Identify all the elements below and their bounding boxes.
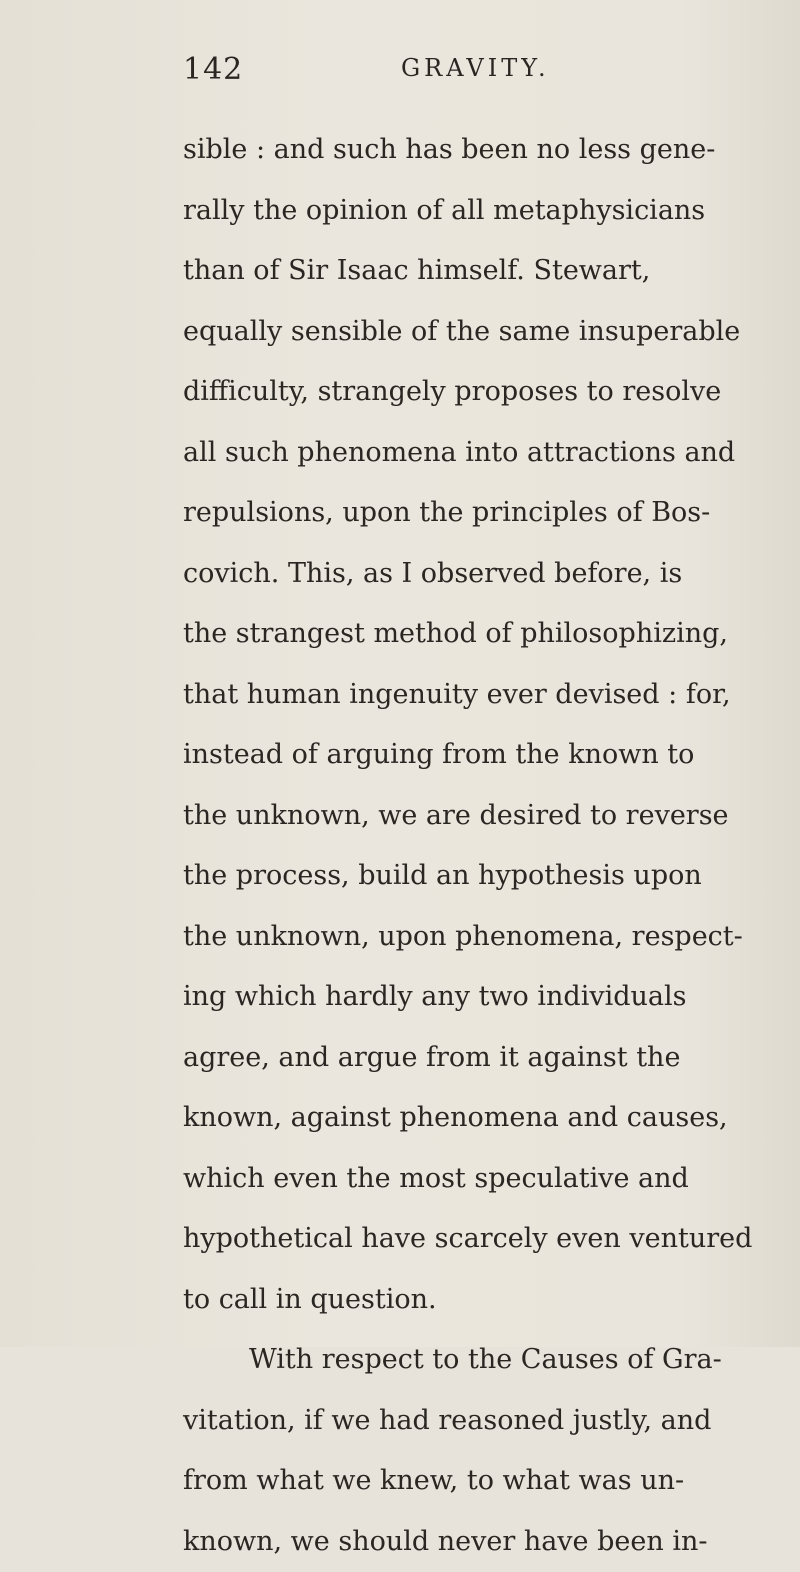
text-line: ing which hardly any two individuals <box>183 967 615 1028</box>
text-line: all such phenomena into attractions and <box>183 423 615 484</box>
text-line: the unknown, we are desired to reverse <box>183 786 615 847</box>
page-number: 142 <box>183 52 243 87</box>
running-head: GRAVITY. <box>401 54 550 82</box>
text-line: the process, build an hypothesis upon <box>183 846 615 907</box>
paragraph-end-line: to call in question. <box>183 1270 615 1331</box>
text-line: from what we knew, to what was un- <box>183 1451 615 1512</box>
text-line: covich. This, as I observed before, is <box>183 544 615 605</box>
text-line: rally the opinion of all metaphysicians <box>183 181 615 242</box>
text-line: instead of arguing from the known to <box>183 725 615 786</box>
text-line: agree, and argue from it against the <box>183 1028 615 1089</box>
text-line: vitation, if we had reasoned justly, and <box>183 1391 615 1452</box>
text-line: which even the most speculative and <box>183 1149 615 1210</box>
text-line: repulsions, upon the principles of Bos- <box>183 483 615 544</box>
text-line: sible : and such has been no less gene- <box>183 120 615 181</box>
text-line: known, we should never have been in- <box>183 1512 615 1572</box>
text-line: equally sensible of the same insuperable <box>183 302 615 363</box>
text-line: difficulty, strangely proposes to resolve <box>183 362 615 423</box>
text-line: than of Sir Isaac himself. Stewart, <box>183 241 615 302</box>
text-line: that human ingenuity ever devised : for, <box>183 665 615 726</box>
page-header <box>183 52 603 92</box>
text-line: the strangest method of philosophizing, <box>183 604 615 665</box>
text-line: known, against phenomena and causes, <box>183 1088 615 1149</box>
text-line: hypothetical have scarcely even ventured <box>183 1209 615 1270</box>
body-text <box>183 120 615 1572</box>
paragraph-start-line: With respect to the Causes of Gra- <box>183 1330 615 1391</box>
text-line: the unknown, upon phenomena, respect- <box>183 907 615 968</box>
